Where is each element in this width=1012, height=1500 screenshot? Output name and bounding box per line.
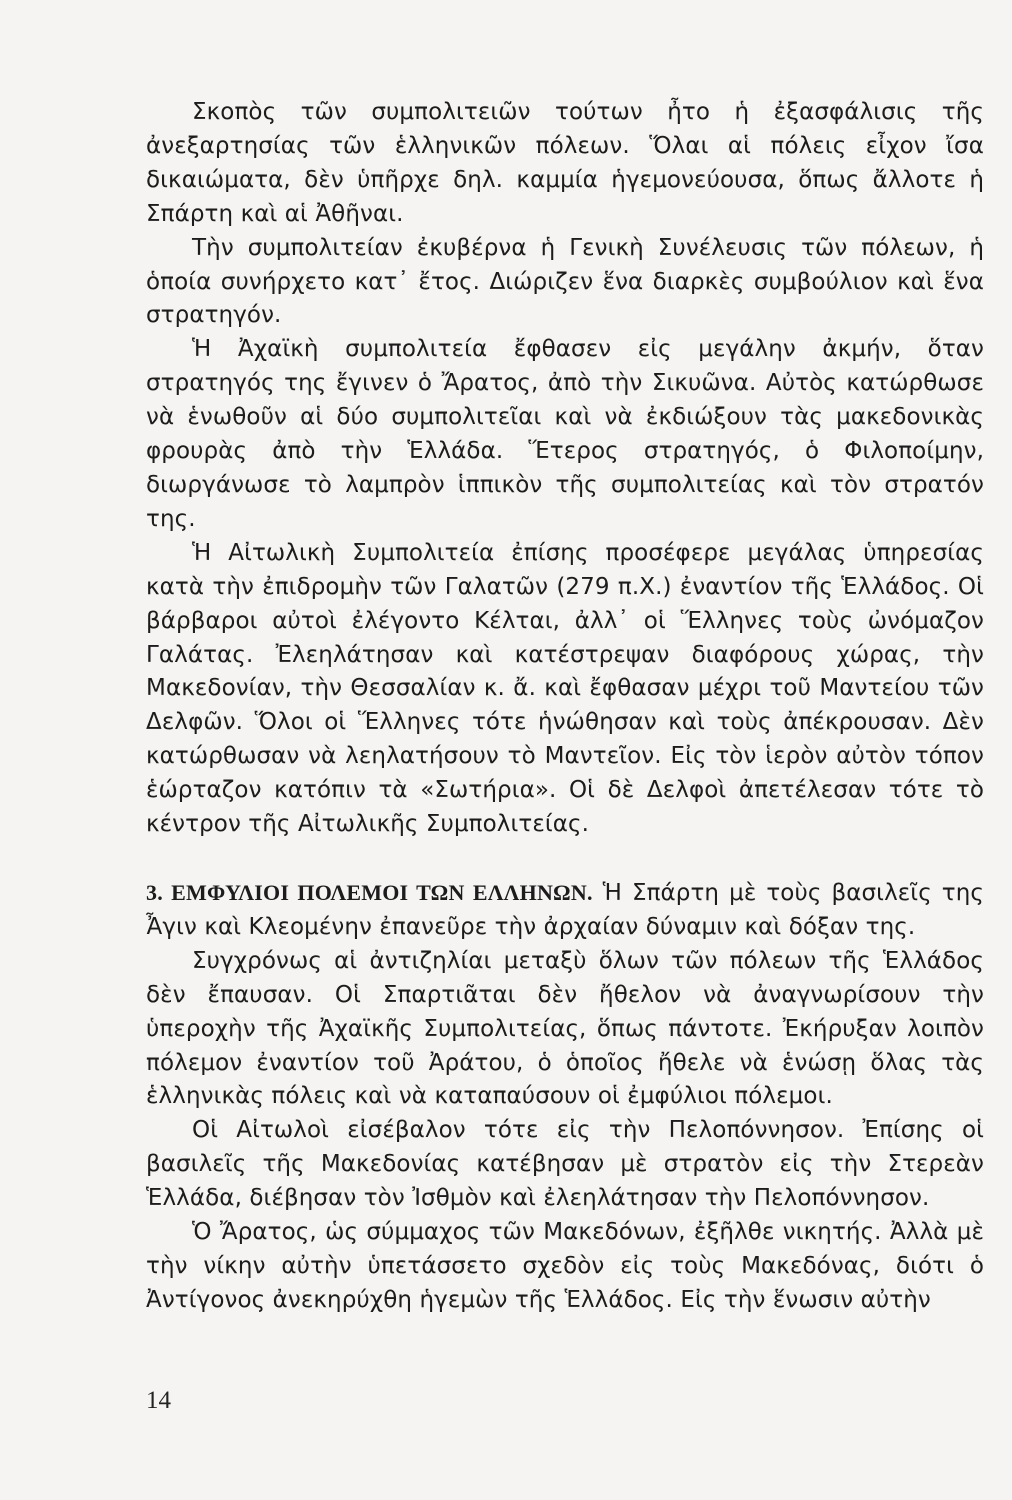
section-opening <box>146 876 984 945</box>
body-text-upper <box>146 96 984 842</box>
paragraph-federations-purpose: Σκοπὸς τῶν συμπολιτειῶν τούτων ἦτο ἡ ἐξασφάλισις τῆς ἀνεξαρτησίας τῶν ἑλληνικῶν πόλεων. Ὅλαι αἱ πόλεις εἶχον ἴσα δικαιώματα, δὲν ὑπῆρχε δηλ. καμμία ἡγεμονεύουσα, ὅπως ἄλλοτε ἡ Σπάρτη καὶ αἱ Ἀθῆναι. <box>146 99 984 227</box>
body-text-lower <box>146 876 984 1318</box>
paragraph-aetolian-league: Ἡ Αἰτωλικὴ Συμπολιτεία ἐπίσης προσέφερε μεγάλας ὑπηρεσίας κατὰ τὴν ἐπιδρομὴν τῶν Γαλατῶν (279 π.Χ.) ἐναντίον τῆς Ἑλλάδος. Οἱ βάρβαροι αὐτοὶ ἐλέγοντο Κέλται, ἀλλ᾿ οἱ Ἕλληνες τοὺς ὠνόμαζον Γαλάτας. Ἐλεηλάτησαν καὶ κατέστρεψαν διαφόρους χώρας, τὴν Μακεδονίαν, τὴν Θεσσαλίαν κ. ἄ. καὶ ἔφθασαν μέχρι τοῦ Μαντείου τῶν Δελφῶν. Ὅλοι οἱ Ἕλληνες τότε ἡνώθησαν καὶ τοὺς ἀπέκρουσαν. Δὲν κατώρθωσαν νὰ λεηλατήσουν τὸ Μαντεῖον. Εἰς τὸν ἱερὸν αὐτὸν τόπον ἑώρταζον κατόπιν τὰ «Σωτήρια». Οἱ δὲ Δελφοὶ ἀπετέλεσαν τότε τὸ κέντρον τῆς Αἰτωλικῆς Συμπολιτείας. <box>146 539 984 838</box>
paragraph-achaean-league: Ἡ Ἀχαϊκὴ συμπολιτεία ἔφθασεν εἰς μεγάλην ἀκμήν, ὅταν στρατηγός της ἔγινεν ὁ Ἄρατος, ἀπὸ τὴν Σικυῶνα. Αὐτὸς κατώρθωσε νὰ ἑνωθοῦν αἱ δύο συμπολιτεῖαι καὶ νὰ ἐκδιώξουν τὰς μακεδονικὰς φρουρὰς ἀπὸ τὴν Ἑλλάδα. Ἕτερος στρατηγός, ὁ Φιλοποίμην, διωργάνωσε τὸ λαμπρὸν ἱππικὸν τῆς συμπολιτείας καὶ τὸν στρατόν της. <box>146 336 984 532</box>
page-number: 14 <box>146 1387 171 1414</box>
paragraph-aetolian-invasion: Οἱ Αἰτωλοὶ εἰσέβαλον τότε εἰς τὴν Πελοπόννησον. Ἐπίσης οἱ βασιλεῖς τῆς Μακεδονίας κατέβησαν μὲ στρατὸν εἰς τὴν Στερεὰν Ἑλλάδα, διέβησαν τὸν Ἰσθμὸν καὶ ἐλεηλάτησαν τὴν Πελοπόννησον. <box>146 1117 984 1212</box>
paragraph-rivalries: Συγχρόνως αἱ ἀντιζηλίαι μεταξὺ ὅλων τῶν πόλεων τῆς Ἑλλάδος δὲν ἔπαυσαν. Οἱ Σπαρτιᾶται δὲν ἤθελον νὰ ἀναγνωρίσουν τὴν ὑπεροχὴν τῆς Ἀχαϊκῆς Συμπολιτείας, ὅπως πάντοτε. Ἐκήρυξαν λοιπὸν πόλεμον ἐναντίον τοῦ Ἀράτου, ὁ ὁποῖος ἤθελε νὰ ἑνώσῃ ὅλας τὰς ἑλληνικὰς πόλεις καὶ νὰ καταπαύσουν οἱ ἐμφύλιοι πόλεμοι. <box>146 947 984 1110</box>
paragraph-aratus-victory: Ὁ Ἄρατος, ὡς σύμμαχος τῶν Μακεδόνων, ἐξῆλθε νικητής. Ἀλλὰ μὲ τὴν νίκην αὐτὴν ὑπετάσσετο σχεδὸν εἰς τοὺς Μακεδόνας, διότι ὁ Ἀντίγονος ἀνεκηρύχθη ἡγεμὼν τῆς Ἑλλάδος. Εἰς τὴν ἕνωσιν αὐτὴν <box>146 1219 984 1313</box>
section-heading: 3. ΕΜΦΥΛΙΟΙ ΠΟΛΕΜΟΙ ΤΩΝ ΕΛΛΗΝΩΝ. <box>146 880 593 905</box>
section-intro: Ἡ Σπάρτη μὲ τοὺς βασιλεῖς της Ἆγιν καὶ Κλεομένην ἐπανεῦρε τὴν ἀρχαίαν δύναμιν καὶ δόξαν της. <box>146 880 985 940</box>
paragraph-general-assembly: Τὴν συμπολιτείαν ἐκυβέρνα ἡ Γενικὴ Συνέλευσις τῶν πόλεων, ἡ ὁποία συνήρχετο κατ᾿ ἔτος. Διώριζεν ἕνα διαρκὲς συμβούλιον καὶ ἕνα στρατηγόν. <box>146 234 984 329</box>
